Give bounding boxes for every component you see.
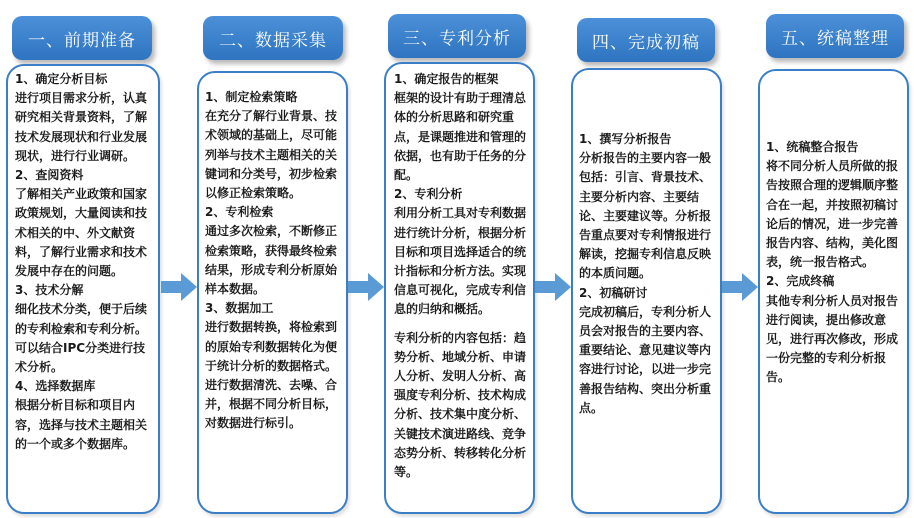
stage-4-heading-1: 1、撰写分析报告 bbox=[579, 132, 672, 146]
stage-3-text-1: 框架的设计有助于理清总体的分析思路和研究重点，是课题推进和管理的依据，也有助于任务的分配。 bbox=[394, 91, 527, 183]
stage-1-content bbox=[15, 70, 155, 454]
stage-5-content bbox=[766, 138, 902, 388]
stage-4-content bbox=[579, 130, 715, 418]
stage-2-content bbox=[205, 88, 341, 434]
stage-1-heading-3: 3、技术分解 bbox=[15, 283, 84, 298]
stage-1-text-1: 进行项目需求分析，认真研究相关背景资料，了解技术发展现状和行业发展现状，进行行业调研。 bbox=[15, 91, 148, 163]
stage-1-heading-1: 1、确定分析目标 bbox=[15, 72, 108, 86]
stage-1-heading-4: 4、选择数据库 bbox=[15, 379, 96, 394]
stage-5-heading-1: 1、统稿整合报告 bbox=[766, 140, 859, 154]
stage-2-heading-3: 3、数据加工 bbox=[205, 301, 274, 316]
stage-1-header bbox=[12, 16, 152, 60]
stage-4-header bbox=[577, 18, 715, 62]
stage-4-text-2: 完成初稿后，专利分析人员会对报告的主要内容、重要结论、意见建议等内容进行讨论，以进一步完善报告结构、突出分析重点。 bbox=[579, 304, 712, 415]
stage-1-text-3: 细化技术分类，便于后续的专利检索和专利分析。可以结合IPC分类进行技术分析。 bbox=[15, 302, 148, 375]
stage-5-header bbox=[766, 14, 904, 58]
stage-2-text-3: 进行数据转换，将检索到的原始专利数据转化为便于统计分析的数据格式。进行数据清洗、去噪、合并，根据不同分析目标，对数据进行标引。 bbox=[205, 320, 338, 431]
stage-2-heading-2: 2、专利检索 bbox=[205, 205, 274, 220]
stage-2-title: 二、数据采集 bbox=[219, 30, 327, 51]
stage-2-header bbox=[203, 16, 343, 60]
stage-5-text-2: 其他专利分析人员对报告进行阅读，提出修改意见，进行再次修改，形成一份完整的专利分析报告。 bbox=[766, 293, 899, 385]
stage-1-title: 一、前期准备 bbox=[28, 30, 136, 51]
stage-3-header bbox=[388, 14, 526, 58]
stage-1-text-2: 了解相关产业政策和国家政策规划，大量阅读和技术相关的中、外文献资料，了解行业需求和技术发展中存在的问题。 bbox=[15, 187, 148, 279]
stage-5-text-1: 将不同分析人员所做的报告按照合理的逻辑顺序整合在一起，并按照初稿讨论后的情况，进一步完善报告内容、结构，美化图表，统一报告格式。 bbox=[766, 159, 899, 270]
stage-3-heading-1: 1、确定报告的框架 bbox=[394, 72, 499, 86]
stage-4-title: 四、完成初稿 bbox=[592, 32, 700, 53]
arrow-right-icon bbox=[535, 273, 571, 301]
stage-3-heading-2: 2、专利分析 bbox=[394, 187, 463, 202]
arrow-right-icon bbox=[722, 273, 758, 301]
stage-5-title: 五、统稿整理 bbox=[781, 28, 889, 49]
stage-2-text-2: 通过多次检索，不断修正检索策略，获得最终检索结果，形成专利分析原始样本数据。 bbox=[205, 224, 338, 297]
arrow-right-icon bbox=[348, 273, 384, 301]
stage-1-text-4: 根据分析目标和项目内容，选择与技术主题相关的一个或多个数据库。 bbox=[15, 398, 148, 451]
arrow-right-icon bbox=[161, 273, 197, 301]
stage-1-heading-2: 2、查阅资料 bbox=[15, 168, 84, 183]
stage-3-text-2: 利用分析工具对专利数据进行统计分析，根据分析目标和项目选择适合的统计指标和分析方法。实现信息可视化，完成专利信息的归纳和概括。 bbox=[394, 206, 527, 317]
stage-2-heading-1: 1、制定检索策略 bbox=[205, 90, 298, 104]
stage-3-content bbox=[394, 70, 528, 482]
stage-3-text-3: 专利分析的内容包括：趋势分析、地域分析、申请人分析、发明人分析、高强度专利分析、技术构成分析、技术集中度分析、关键技术演进路线、竞争态势分析、转移转化分析等。 bbox=[394, 330, 527, 480]
stage-4-text-1: 分析报告的主要内容一般包括：引言、背景技术、主要分析内容、主要结论、主要建议等。分析报告重点要对专利情报进行解读，挖掘专利信息反映的本质问题。 bbox=[579, 151, 712, 281]
stage-4-heading-2: 2、初稿研讨 bbox=[579, 285, 648, 300]
stage-2-text-1: 在充分了解行业背景、技术领域的基础上，尽可能列举与技术主题相关的关键词和分类号，初步检索以修正检索策略。 bbox=[205, 109, 338, 201]
stage-5-heading-2: 2、完成终稿 bbox=[766, 274, 835, 289]
stage-3-title: 三、专利分析 bbox=[403, 28, 511, 49]
